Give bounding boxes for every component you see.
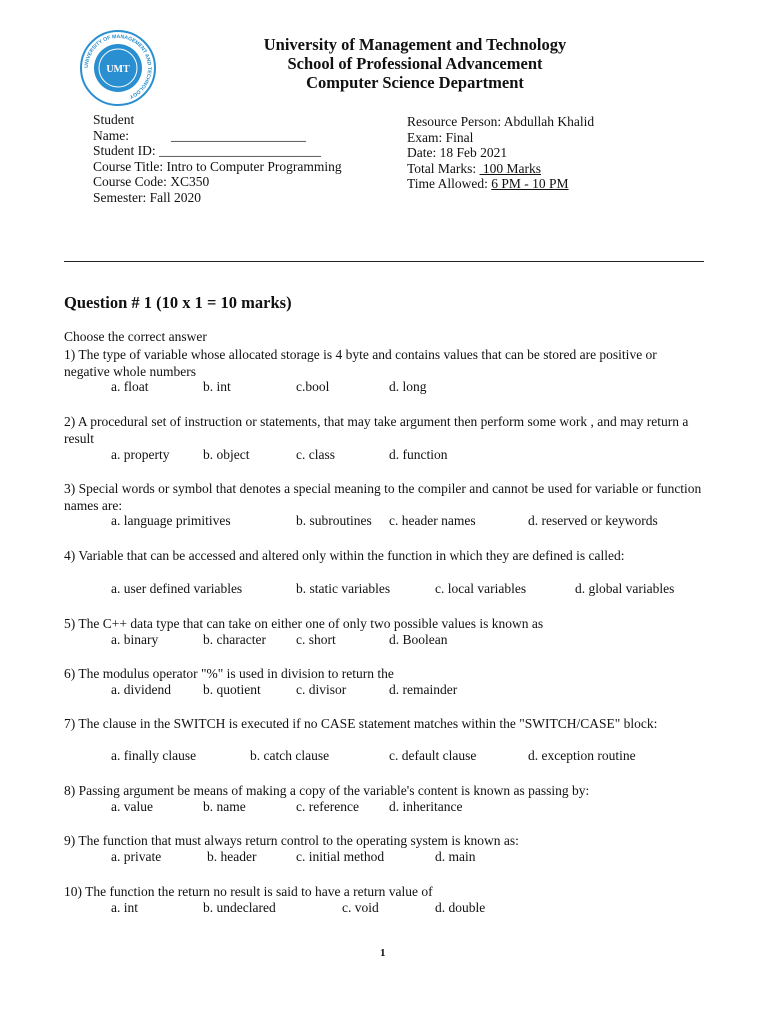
school-name: School of Professional Advancement — [287, 54, 543, 73]
question-4-option-d: d. global variables — [575, 581, 675, 596]
student-info — [93, 112, 342, 205]
question-5-option-b: b. character — [203, 632, 266, 647]
question-3-option-b: b. subroutines — [296, 513, 372, 528]
total-marks-row — [407, 161, 594, 177]
student-id-label: Student ID: — [93, 143, 156, 158]
resource-person: Resource Person: Abdullah Khalid — [407, 114, 595, 129]
question-6-option-d: d. remainder — [389, 682, 458, 697]
question-9-option-d: d. main — [435, 849, 476, 864]
question-7-option-b: b. catch clause — [250, 748, 330, 763]
semester: Semester: Fall 2020 — [93, 189, 201, 205]
question-4-option-a: a. user defined variables — [111, 581, 243, 596]
total-marks-label: Total Marks: — [407, 160, 477, 176]
time-allowed-row — [407, 176, 594, 192]
time-allowed-label: Time Allowed: — [407, 176, 488, 191]
question-2-option-d: d. function — [389, 447, 448, 462]
name-row — [93, 128, 342, 144]
course-code: Course Code: XC350 — [93, 174, 210, 189]
student-id-blank: ________________________ — [159, 143, 321, 158]
course-title: Course Title: Intro to Computer Programming — [93, 158, 342, 174]
question-2-option-c: c. class — [296, 447, 335, 462]
exam-type: Exam: Final — [407, 129, 474, 145]
question-6-option-c: c. divisor — [296, 682, 347, 697]
question-6-option-a: a. dividend — [111, 682, 171, 697]
question-5-text: 5) The C++ data type that can take on either one of only two possible values is known as — [64, 616, 544, 631]
question-7-text: 7) The clause in the SWITCH is executed if no CASE statement matches within the "SWITCH/CASE" block: — [64, 716, 658, 731]
question-5-option-a: a. binary — [111, 632, 159, 647]
student-label: Student — [93, 112, 135, 127]
question-5-option-c: c. short — [296, 632, 336, 647]
question-4-option-c: c. local variables — [435, 581, 527, 596]
question-title: Question # 1 (10 x 1 = 10 marks) — [64, 293, 292, 312]
name-blank: ____________________ — [171, 127, 306, 143]
question-9-option-a: a. private — [111, 849, 162, 864]
exam-date: Date: 18 Feb 2021 — [407, 145, 508, 160]
question-8-text: 8) Passing argument be means of making a copy of the variable's content is known as passing by: — [64, 783, 590, 798]
question-1-option-c: c.bool — [296, 379, 330, 394]
question-2-option-b: b. object — [203, 447, 250, 462]
question-4-option-b: b. static variables — [296, 581, 391, 596]
question-3-option-a: a. language primitives — [111, 513, 231, 528]
question-10-text: 10) The function the return no result is said to have a return value of — [64, 884, 433, 899]
question-1-option-a: a. float — [111, 379, 149, 394]
page-number: 1 — [380, 947, 386, 959]
logo-ring-text: UNIVERSITY OF MANAGEMENT AND TECHNOLOGY — [83, 33, 153, 100]
question-8-option-b: b. name — [203, 799, 246, 814]
question-5-option-d: d. Boolean — [389, 632, 448, 647]
university-name: University of Management and Technology — [263, 35, 567, 54]
question-1-option-b: b. int — [203, 379, 231, 394]
total-marks-value: 100 Marks — [479, 160, 542, 176]
question-10-option-c: c. void — [342, 900, 379, 915]
question-10-option-b: b. undeclared — [203, 900, 276, 915]
question-8-option-d: d. inheritance — [389, 799, 463, 814]
question-10-option-d: d. double — [435, 900, 486, 915]
department-name: Computer Science Department — [306, 73, 524, 92]
question-3-option-d: d. reserved or keywords — [528, 513, 658, 528]
question-7-option-c: c. default clause — [389, 748, 477, 763]
question-8-option-a: a. value — [111, 799, 153, 814]
question-3-text: 3) Special words or symbol that denotes a special meaning to the compiler and cannot be used for variable or function names are: — [64, 481, 702, 513]
question-4-text: 4) Variable that can be accessed and altered only within the function in which they are defined is called: — [64, 548, 625, 563]
question-3-option-c: c. header names — [389, 513, 476, 528]
question-8-option-c: c. reference — [296, 799, 359, 814]
question-10-option-a: a. int — [111, 900, 138, 915]
question-7-option-a: a. finally clause — [111, 748, 197, 763]
question-1-option-d: d. long — [389, 379, 427, 394]
student-id-row — [93, 143, 342, 159]
question-6-option-b: b. quotient — [203, 682, 261, 697]
question-2-text: 2) A procedural set of instruction or statements, that may take argument then perform some work , and may return a result — [64, 414, 689, 446]
question-2-option-a: a. property — [111, 447, 170, 462]
question-7-option-d: d. exception routine — [528, 748, 636, 763]
time-allowed-value: 6 PM - 10 PM — [491, 176, 569, 191]
instruction: Choose the correct answer — [64, 329, 207, 344]
umt-logo — [78, 28, 158, 108]
logo-text: UMT — [106, 64, 130, 75]
question-1-text: 1) The type of variable whose allocated storage is 4 byte and contains values that can be stored are positive or negative whole numbers — [64, 347, 657, 379]
question-6-text: 6) The modulus operator "%" is used in division to return the — [64, 666, 394, 681]
divider-line — [64, 261, 704, 262]
question-9-option-b: b. header — [207, 849, 257, 864]
name-label: Name: — [93, 127, 129, 143]
question-9-text: 9) The function that must always return control to the operating system is known as: — [64, 833, 519, 848]
question-9-option-c: c. initial method — [296, 849, 385, 864]
exam-info — [407, 114, 594, 192]
